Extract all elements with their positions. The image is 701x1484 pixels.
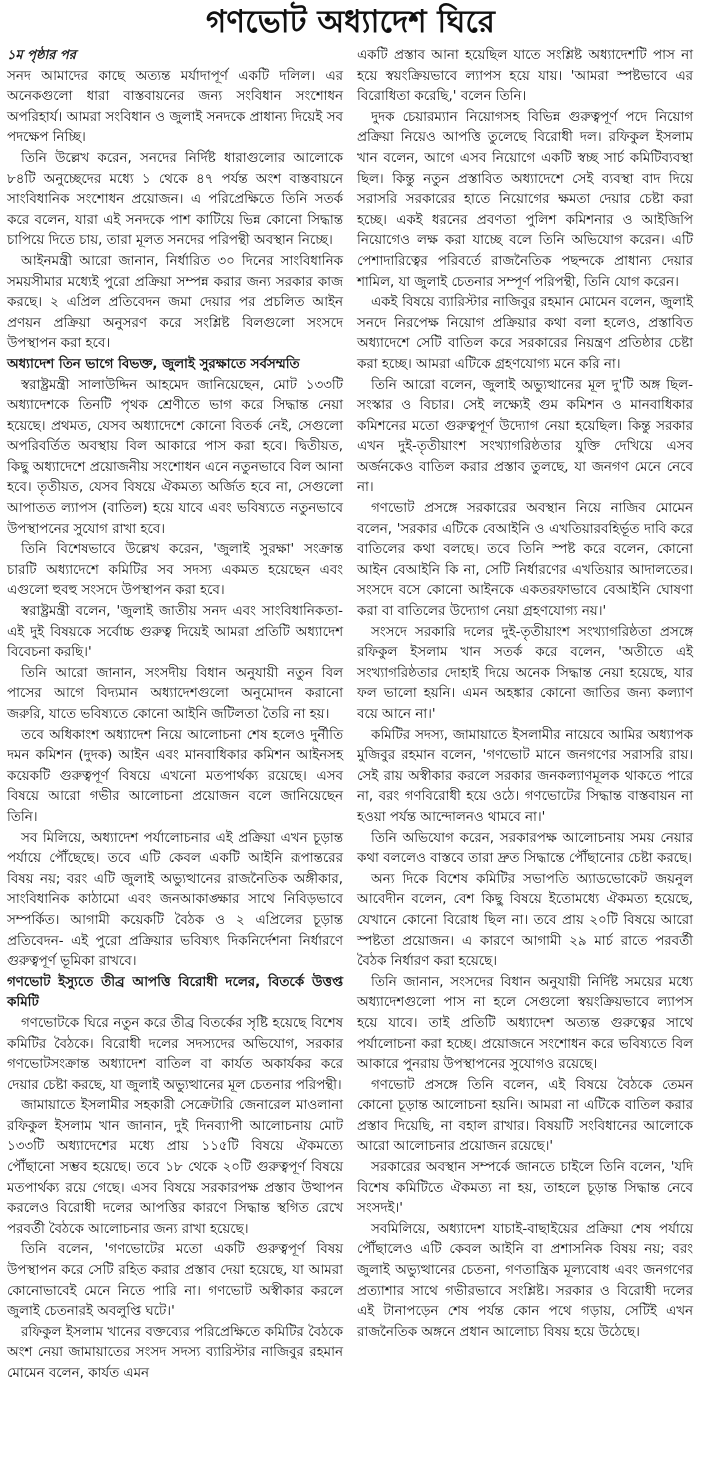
- paragraph: গণভোটকে ঘিরে নতুন করে তীব্র বিতর্কের সৃষ্টি হয়েছে বিশেষ কমিটির বৈঠকে। বিরোধী দলের সদস্যদের অভিযোগ, সরকার গণভোটসংক্রান্ত অধ্যাদেশ বাতিল বা কার্যত অকার্যকর করে দেয়ার চেষ্টা করছে, যা জুলাই অভ্যুত্থানের মূল চেতনার পরিপন্থী।: [7, 1015, 343, 1093]
- paragraph: তিনি অভিযোগ করেন, সরকারপক্ষ আলোচনায় সময় নেয়ার কথা বললেও বাস্তবে তারা দ্রুত সিদ্ধান্তে পৌঁছানোর চেষ্টা করছে।: [357, 830, 693, 867]
- article-headline: গণভোট অধ্যাদেশ ঘিরে: [206, 4, 495, 40]
- paragraph: সংসদে সরকারি দলের দুই-তৃতীয়াংশ সংখ্যাগরিষ্ঠতা প্রসঙ্গে রফিকুল ইসলাম খান সতর্ক করে বলেন, 'অতীতে এই সংখ্যাগরিষ্ঠতার দোহাই দিয়ে অনেক সিদ্ধান্ত নেয়া হয়েছে, যার ফল ভালো হয়নি। এমন অহঙ্কার কোনো জাতির জন্য কল্যাণ বয়ে আনে না।': [357, 624, 693, 722]
- paragraph: একই বিষয়ে ব্যারিস্টার নাজিবুর রহমান মোমেন বলেন, জুলাই সনদে নিরপেক্ষ নিয়োগ প্রক্রিয়ার কথা বলা হলেও, প্রস্তাবিত অধ্যাদেশে সেটি বাতিল করে সরকারের নিয়ন্ত্রণ প্রতিষ্ঠার চেষ্টা করা হচ্ছে। আমরা এটিকে গ্রহণযোগ্য মনে করি না।: [357, 295, 693, 372]
- paragraph: আইনমন্ত্রী আরো জানান, নির্ধারিত ৩০ দিনের সাংবিধানিক সময়সীমার মধ্যেই পুরো প্রক্রিয়া সম্পন্ন করার জন্য সরকার কাজ করছে। ২ এপ্রিল প্রতিবেদন জমা দেয়ার পর প্রচলিত আইন প্রণয়ন প্রক্রিয়া অনুসরণ করে সংশ্লিষ্ট বিলগুলো সংসদে উপস্থাপন করা হবে।: [7, 253, 343, 352]
- paragraph: তিনি বলেন, 'গণভোটের মতো একটি গুরুত্বপূর্ণ বিষয় উপস্থাপন করে সেটি রহিত করার প্রস্তাব দেয়া হয়েছে, যা আমরা কোনোভাবেই মেনে নিতে পারি না। গণভোট অস্বীকার করলে জুলাই চেতনারই অবলুপ্তি ঘটে।': [7, 1242, 343, 1320]
- paragraph: জামায়াতে ইসলামীর সহকারী সেক্রেটারি জেনারেল মাওলানা রফিকুল ইসলাম খান জানান, দুই দিনব্যাপী আলোচনায় মোট ১৩৩টি অধ্যাদেশের মধ্যে প্রায় ১১৫টি বিষয়ে ঐকমত্যে পৌঁছানো সম্ভব হয়েছে। তবে ১৮ থেকে ২০টি গুরুত্বপূর্ণ বিষয়ে মতপার্থক্য রয়ে গেছে। এসব বিষয়ে সরকারপক্ষ প্রস্তাব উত্থাপন করলেও বিরোধী দলের আপত্তির কারণে সিদ্ধান্ত স্থগিত রেখে পরবর্তী বৈঠকে আলোচনার জন্য রাখা হয়েছে।: [7, 1098, 343, 1237]
- paragraph: তিনি জানান, সংসদের বিধান অনুযায়ী নির্দিষ্ট সময়ের মধ্যে অধ্যাদেশগুলো পাস না হলে সেগুলো স্বয়ংক্রিয়ভাবে ল্যাপস হয়ে যাবে। তাই প্রতিটি অধ্যাদেশ অত্যন্ত গুরুত্বের সাথে পর্যালোচনা করা হচ্ছে। প্রয়োজনে সংশোধন করে ভবিষ্যতে বিল আকারে পুনরায় উপস্থাপনের সুযোগও রয়েছে।: [357, 974, 693, 1073]
- paragraph: স্বরাষ্ট্রমন্ত্রী বলেন, 'জুলাই জাতীয় সনদ এবং সাংবিধানিকতা- এই দুই বিষয়কে সর্বোচ্চ গুরুত্ব দিয়েই আমরা প্রতিটি অধ্যাদেশ বিবেচনা করছি।': [7, 604, 343, 661]
- paragraph: রফিকুল ইসলাম খানের বক্তব্যের পরিপ্রেক্ষিতে কমিটির বৈঠকে অংশ নেয়া জামায়াতের সংসদ সদস্য ব্যারিস্টার নাজিবুর রহমান মোমেন বলেন, কার্যত এমন: [7, 1324, 343, 1381]
- article-column-left: [7, 46, 343, 1385]
- continued-from-label: ১ম পৃষ্ঠার পর: [7, 48, 76, 63]
- paragraph: সনদ আমাদের কাছে অত্যন্ত মর্যাদাপূর্ণ একটি দলিল। এর অনেকগুলো ধারা বাস্তবায়নের জন্য সংবিধান সংশোধন অপরিহার্য। আমরা সংবিধান ও জুলাই সনদকে প্রাধান্য দিয়েই সব পদক্ষেপ নিচ্ছি।: [7, 68, 343, 146]
- article-body: [0, 46, 701, 1385]
- paragraph: তিনি বিশেষভাবে উল্লেখ করেন, 'জুলাই সুরক্ষা' সংক্রান্ত চারটি অধ্যাদেশে কমিটির সব সদস্য একমত হয়েছেন এবং এগুলো হুবহু সংসদে উপস্থাপন করা হবে।: [7, 542, 343, 599]
- paragraph: সবমিলিয়ে, অধ্যাদেশ যাচাই-বাছাইয়ের প্রক্রিয়া শেষ পর্যায়ে পৌঁছালেও এটি কেবল আইনি বা প্রশাসনিক বিষয় নয়; বরং জুলাই অভ্যুত্থানের চেতনা, গণতান্ত্রিক মূল্যবোধ এবং জনগণের প্রত্যাশার সাথে গভীরভাবে সংশ্লিষ্ট। সরকার ও বিরোধী দলের এই টানাপড়েন শেষ পর্যন্ত কোন পথে গড়ায়, সেটিই এখন রাজনৈতিক অঙ্গনে প্রধান আলোচ্য বিষয় হয়ে উঠেছে।: [357, 1221, 693, 1340]
- paragraph: সরকারের অবস্থান সম্পর্কে জানতে চাইলে তিনি বলেন, 'যদি বিশেষ কমিটিতে ঐকমত্য না হয়, তাহলে চূড়ান্ত সিদ্ধান্ত নেবে সংসদই।': [357, 1160, 693, 1217]
- paragraph: কমিটির সদস্য, জামায়াতে ইসলামীর নায়েবে আমির অধ্যাপক মুজিবুর রহমান বলেন, 'গণভোট মানে জনগণের সরাসরি রায়। সেই রায় অস্বীকার করলে সরকার জনকল্যাণমূলক থাকতে পারে না, বরং গণবিরোধী হয়ে ওঠে। গণভোটের সিদ্ধান্ত বাস্তবায়ন না হওয়া পর্যন্ত আন্দোলনও থামবে না।': [357, 727, 693, 825]
- paragraph: গণভোট প্রসঙ্গে তিনি বলেন, এই বিষয়ে বৈঠকে তেমন কোনো চূড়ান্ত আলোচনা হয়নি। আমরা না এটিকে বাতিল করার প্রস্তাব দিয়েছি, না বহাল রাখার। বিষয়টি সংবিধানের আলোকে আরো আলোচনার প্রয়োজন রয়েছে।': [357, 1077, 693, 1155]
- paragraph: তিনি আরো জানান, সংসদীয় বিধান অনুযায়ী নতুন বিল পাসের আগে বিদ্যমান অধ্যাদেশগুলো অনুমোদন করানো জরুরি, যাতে ভবিষ্যতে কোনো আইনি জটিলতা তৈরি না হয়।: [7, 665, 343, 722]
- paragraph: স্বরাষ্ট্রমন্ত্রী সালাউদ্দিন আহমেদ জানিয়েছেন, মোট ১৩৩টি অধ্যাদেশকে তিনটি পৃথক শ্রেণীতে ভাগ করে সিদ্ধান্ত নেয়া হয়েছে। প্রথমত, যেসব অধ্যাদেশে কোনো বিতর্ক নেই, সেগুলো অপরিবর্তিত অবস্থায় বিল আকারে পাস করা হবে। দ্বিতীয়ত, কিছু অধ্যাদেশে প্রয়োজনীয় সংশোধন এনে নতুনভাবে বিল আনা হবে। তৃতীয়ত, যেসব বিষয়ে ঐকমত্য অর্জিত হবে না, সেগুলো আপাতত ল্যাপস (বাতিল) হয়ে যাবে এবং ভবিষ্যতে নতুনভাবে উপস্থাপনের সুযোগ রাখা হবে।: [7, 377, 343, 537]
- paragraph: তিনি আরো বলেন, জুলাই অভ্যুত্থানের মূল দু'টি অঙ্গ ছিল- সংস্কার ও বিচার। সেই লক্ষ্যেই গুম কমিশন ও মানবাধিকার কমিশনের মতো গুরুত্বপূর্ণ উদ্যোগ নেয়া হয়েছিল। কিন্তু সরকার এখন দুই-তৃতীয়াংশ সংখ্যাগরিষ্ঠতার যুক্তি দেখিয়ে এসব অর্জনকেও বাতিল করার প্রস্তাব তুলছে, যা জনগণ মেনে নেবে না।: [357, 377, 693, 496]
- paragraph: সব মিলিয়ে, অধ্যাদেশ পর্যালোচনার এই প্রক্রিয়া এখন চূড়ান্ত পর্যায়ে পৌঁছেছে। তবে এটি কেবল একটি আইনি রূপান্তরের বিষয় নয়; বরং এটি জুলাই অভ্যুত্থানের রাজনৈতিক অঙ্গীকার, সাংবিধানিক কাঠামো এবং জনআকাঙ্ক্ষার সাথে নিবিড়ভাবে সম্পর্কিত। আগামী কয়েকটি বৈঠক ও ২ এপ্রিলের চূড়ান্ত প্রতিবেদন- এই পুরো প্রক্রিয়ার ভবিষ্যৎ দিকনির্দেশনা নির্ধারণে গুরুত্বপূর্ণ ভূমিকা রাখবে।: [7, 830, 343, 970]
- paragraph: তিনি উল্লেখ করেন, সনদের নির্দিষ্ট ধারাগুলোর আলোকে ৮৪টি অনুচ্ছেদের মধ্যে ১ থেকে ৪৭ পর্যন্ত অংশ বাস্তবায়নে সাংবিধানিক সংশোধন প্রয়োজন। এ পরিপ্রেক্ষিতে তিনি সতর্ক করে বলেন, যারা এই সনদকে পাশ কাটিয়ে ভিন্ন কোনো সিদ্ধান্ত চাপিয়ে দিতে চায়, তারা মূলত সনদের পরিপন্থী অবস্থান নিচ্ছে।: [7, 150, 343, 249]
- subheading: অধ্যাদেশ তিন ভাগে বিভক্ত, জুলাই সুরক্ষাতে সর্বসম্মতি: [7, 356, 300, 372]
- paragraph: একটি প্রস্তাব আনা হয়েছিল যাতে সংশ্লিষ্ট অধ্যাদেশটি পাস না হয়ে স্বয়ংক্রিয়ভাবে ল্যাপস হয়ে যায়। 'আমরা স্পষ্টভাবে এর বিরোধিতা করেছি,' বলেন তিনি।: [357, 48, 693, 105]
- paragraph: অন্য দিকে বিশেষ কমিটির সভাপতি অ্যাডভোকেট জয়নুল আবেদীন বলেন, বেশ কিছু বিষয়ে ইতোমধ্যে ঐকমত্য হয়েছে, যেখানে কোনো বিরোধ ছিল না। তবে প্রায় ২০টি বিষয়ে আরো স্পষ্টতা প্রয়োজন। এ কারণে আগামী ২৯ মার্চ রাতে পরবর্তী বৈঠক নির্ধারণ করা হয়েছে।: [357, 871, 693, 970]
- subheading: গণভোট ইস্যুতে তীব্র আপত্তি বিরোধী দলের, বিতর্কে উত্তপ্ত কমিটি: [7, 974, 343, 1011]
- article-column-right: [357, 46, 693, 1343]
- paragraph: গণভোট প্রসঙ্গে সরকারের অবস্থান নিয়ে নাজিব মোমেন বলেন, 'সরকার এটিকে বেআইনি ও এখতিয়ারবহির্ভূত দাবি করে বাতিলের কথা বলছে। তবে তিনি স্পষ্ট করে বলেন, কোনো আইন বেআইনি কি না, সেটি নির্ধারণের এখতিয়ার আদালতের। সংসদে বসে কোনো আইনকে একতরফাভাবে বেআইনি ঘোষণা করা বা বাতিলের উদ্যোগ নেয়া গ্রহণযোগ্য নয়।': [357, 501, 693, 620]
- paragraph: তবে অধিকাংশ অধ্যাদেশ নিয়ে আলোচনা শেষ হলেও দুর্নীতি দমন কমিশন (দুদক) আইন এবং মানবাধিকার কমিশন আইনসহ কয়েকটি গুরুত্বপূর্ণ বিষয়ে এখনো মতপার্থক্য রয়েছে। এসব বিষয়ে আরো গভীর আলোচনা প্রয়োজন বলে জানিয়েছেন তিনি।: [7, 727, 343, 825]
- paragraph: দুদক চেয়ারম্যান নিয়োগসহ বিভিন্ন গুরুত্বপূর্ণ পদে নিয়োগ প্রক্রিয়া নিয়েও আপত্তি তুলেছে বিরোধী দল। রফিকুল ইসলাম খান বলেন, আগে এসব নিয়োগে একটি স্বচ্ছ সার্চ কমিটিব্যবস্থা ছিল। কিন্তু নতুন প্রস্তাবিত অধ্যাদেশে সেই ব্যবস্থা বাদ দিয়ে সরাসরি সরকারের হাতে নিয়োগের ক্ষমতা দেয়ার চেষ্টা করা হচ্ছে। একই ধরনের প্রবণতা পুলিশ কমিশনার ও আইজিপি নিয়োগেও লক্ষ করা যাচ্ছে বলে তিনি অভিযোগ করেন। এটি পেশাদারিত্বের পরিবর্তে রাজনৈতিক পছন্দকে প্রাধান্য দেয়ার শামিল, যা জুলাই চেতনার সম্পূর্ণ পরিপন্থী, তিনি যোগ করেন।: [357, 109, 693, 290]
